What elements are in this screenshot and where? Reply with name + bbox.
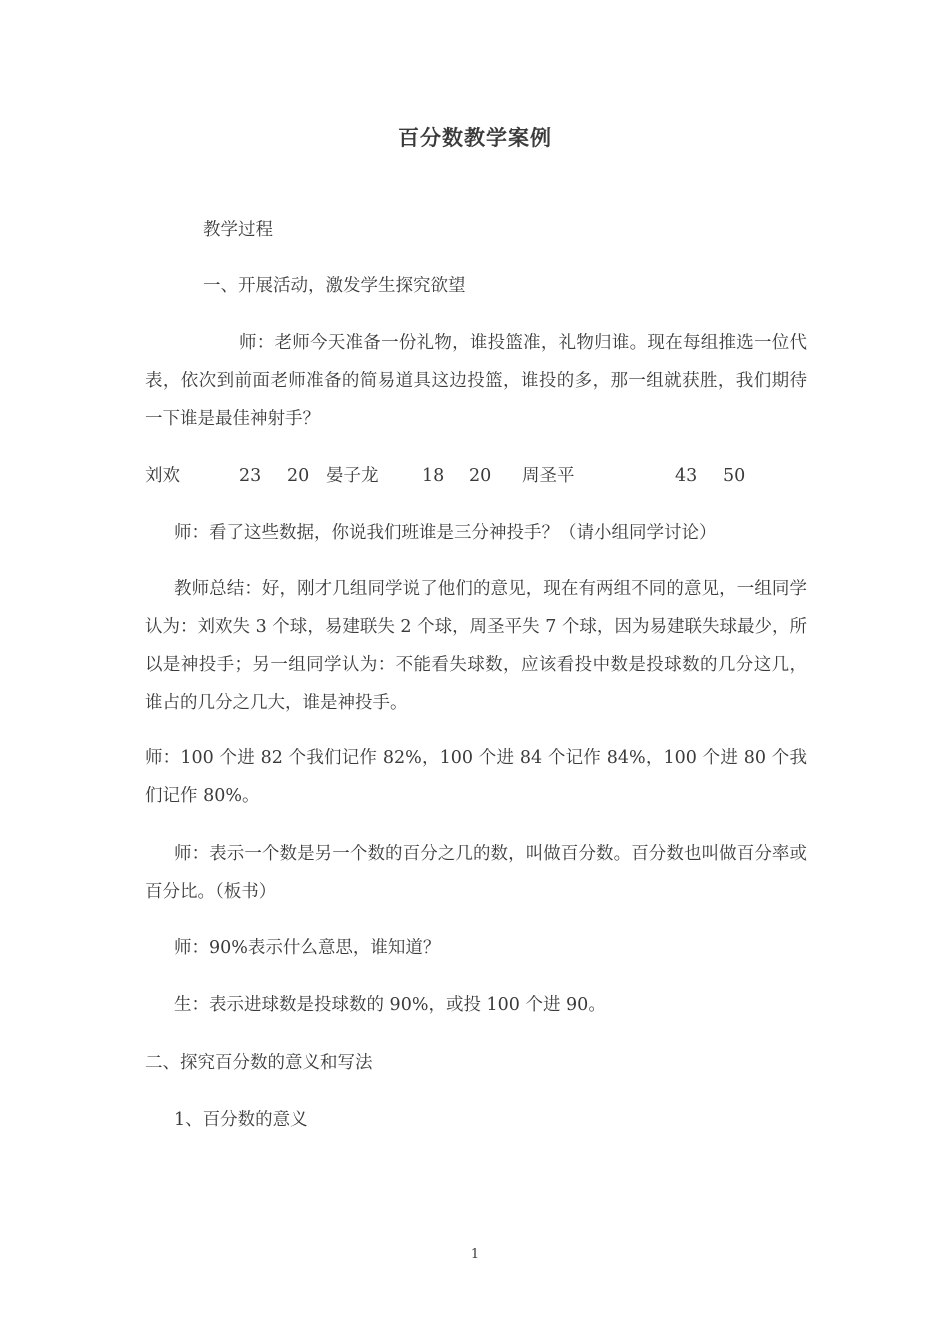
document-title: 百分数教学案例 xyxy=(398,125,552,150)
player-made: 43 xyxy=(675,466,698,486)
score-table-row xyxy=(145,457,807,495)
paragraph-percent-definition: 师：表示一个数是另一个数的百分之几的数，叫做百分数。百分数也叫做百分率或百分比。（板书） xyxy=(145,844,807,902)
player-name: 刘欢 xyxy=(145,466,180,486)
paragraph-90-question: 师：90%表示什么意思，谁知道？ xyxy=(174,938,441,958)
page-number: 1 xyxy=(470,1247,480,1262)
subsection-heading-1: 1、百分数的意义 xyxy=(174,1110,308,1130)
player-total: 20 xyxy=(469,466,492,486)
player-total: 20 xyxy=(287,466,310,486)
player-made: 23 xyxy=(239,466,262,486)
player-total: 50 xyxy=(723,466,746,486)
paragraph-teacher-intro: 师：老师今天准备一份礼物，谁投篮准，礼物归谁。现在每组推选一位代表，依次到前面老师准备的简易道具这边投篮，谁投的多，那一组就获胜，我们期待一下谁是最佳神射手？ xyxy=(145,333,807,429)
paragraph-question: 师：看了这些数据，你说我们班谁是三分神投手？（请小组同学讨论） xyxy=(174,523,717,543)
paragraph-teacher-summary: 教师总结：好，刚才几组同学说了他们的意见，现在有两组不同的意见，一组同学认为：刘欢失 3 个球，易建联失 2 个球，周圣平失 7 个球，因为易建联失球最少，所以是神投手；另一组同学认为：不能看失球数，应该看投中数是投球数的几分这几，谁占的几分之几大，谁是神投手。 xyxy=(145,579,807,713)
player-name: 周圣平 xyxy=(522,466,575,486)
paragraph-percent-examples: 师：100 个进 82 个我们记作 82%，100 个进 84 个记作 84%，100 个进 80 个我们记作 80%。 xyxy=(145,748,807,806)
paragraph-student-answer: 生：表示进球数是投球数的 90%，或投 100 个进 90。 xyxy=(174,995,606,1015)
paragraph-teaching-process: 教学过程 xyxy=(203,220,273,240)
section-heading-1: 一、开展活动，激发学生探究欲望 xyxy=(203,276,466,296)
player-made: 18 xyxy=(422,466,445,486)
section-heading-2: 二、探究百分数的意义和写法 xyxy=(145,1053,373,1073)
player-name: 晏子龙 xyxy=(326,466,379,486)
